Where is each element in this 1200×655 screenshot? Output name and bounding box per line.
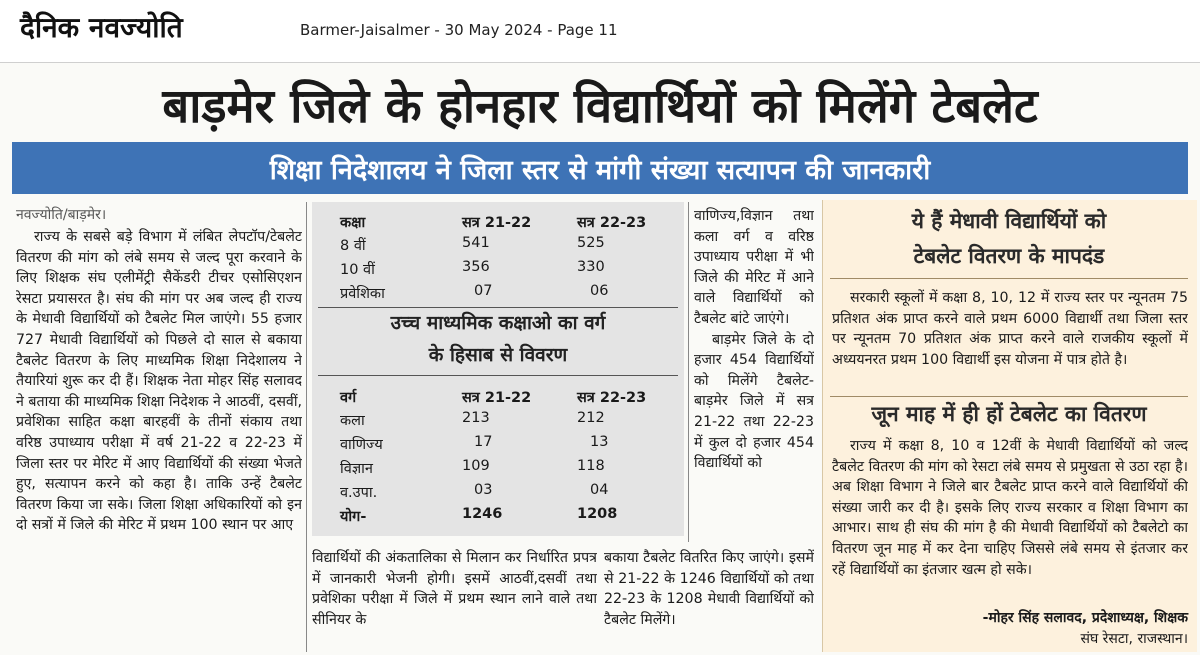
table-cell: वाणिज्य: [340, 437, 383, 453]
signature-line1: -मोहर सिंह सलावद, प्रदेशाध्यक्ष, शिक्षक: [982, 610, 1188, 626]
table-cell: 03: [474, 482, 493, 498]
criteria-text-block: [832, 288, 1188, 394]
table-cell: 213: [462, 410, 490, 426]
article-paragraph: बकाया टैबलेट वितरित किए जाएंगे। इसमें से 21-22 के 1246 विद्यार्थियों को तथा 22-23 के 1208 मेधावी विद्यार्थियों को टैबलेट मिलेंगे।: [604, 550, 814, 628]
dateline: नवज्योति/बाड़मेर।: [16, 207, 107, 223]
sidebar-title-line2: टेबलेट वितरण के मापदंड: [913, 244, 1105, 268]
table-cell: 1246: [462, 506, 503, 522]
table-cell: कला: [340, 413, 365, 429]
table1-header-2122: सत्र 21-22: [462, 215, 532, 231]
article-subheadline: शिक्षा निदेशालय ने जिला स्तर से मांगी संख्या सत्यापन की जानकारी: [269, 155, 931, 186]
sidebar-title-2: जून माह में ही हों टेबलेट का वितरण: [871, 402, 1147, 426]
column-divider: [688, 202, 689, 542]
table-cell: 8 वीं: [340, 238, 366, 254]
table-cell: 212: [577, 410, 605, 426]
table-row: [312, 482, 684, 502]
signature-line2: संघ रेसटा, राजस्थान।: [1080, 631, 1188, 647]
edition-info: Barmer-Jaisalmer - 30 May 2024 - Page 11: [300, 21, 618, 39]
table2-total-row: [312, 506, 684, 526]
article-paragraph: राज्य के सबसे बड़े विभाग में लंबित लेपटॉप/टेबलेट वितरण की मांग को लंबे समय से जल्द पूरा करवाने के लिए शिक्षक संघ एलीमेंट्री सैकेंडरी टीचर एसोसिएशन रेसटा प्रयासरत है। संघ की मांग पर अब जल्द ही राज्य के मेधावी विद्यार्थियों को टैबलेट मिल जाएंगे। 55 हजार 727 मेधावी विद्यार्थियों को पिछले दो साल से बकाया टैबलेट वितरण के लिए माध्यमिक शिक्षा निदेशालय ने तैयारियां शुरू कर दी हैं। शिक्षक नेता मोहर सिंह सलावद ने बताया की माध्यमिक शिक्षा निदेशक ने आठवीं, दसवीं, प्रवेशिका साहित कक्षा बारहवीं के तीनों संकाय तथा वरिष्ठ उपाध्याय परीक्षा में वर्ष 21-22 व 22-23 में जिला स्तर पर मेरिट में आए विद्यार्थियों की संख्या भेजते हुए, सत्यापन करने को कहा है। ताकि उन्हें टैबलेट वितरण किया जा सके। जिला शिक्षा अधिकारियों को इन दो सत्रों में जिले की मेरिट में प्रथम 100 स्थान पर आए: [16, 229, 302, 534]
caption-rule: [318, 375, 678, 376]
table-row: [312, 283, 684, 303]
table-cell: व.उपा.: [340, 485, 378, 501]
table2-header-row: [312, 387, 684, 407]
table2-header-2223: सत्र 22-23: [577, 390, 647, 406]
table2-caption-line1: उच्च माध्यमिक कक्षाओ का वर्ग: [390, 312, 606, 334]
table-row: [312, 410, 684, 430]
quote-text-block: [832, 436, 1188, 604]
statistics-box: [312, 202, 684, 536]
table2-header-group: वर्ग: [340, 390, 357, 406]
table-cell: 118: [577, 458, 605, 474]
table-row: [312, 434, 684, 454]
newspaper-logo[interactable]: दैनिक नवज्योति: [20, 11, 183, 44]
article-column-2-bottom: [312, 548, 597, 652]
article-headline: बाड़मेर जिले के होनहार विद्यार्थियों को मिलेंगे टेबलेट: [162, 79, 1038, 134]
table-cell: विज्ञान: [340, 461, 373, 477]
table1-header-2223: सत्र 22-23: [577, 215, 647, 231]
caption-rule: [318, 307, 678, 308]
table-cell: 07: [474, 283, 493, 299]
article-column-1: [16, 227, 302, 651]
article-column-3-bottom: [604, 548, 814, 652]
table-row: [312, 235, 684, 255]
table1-header-row: [312, 212, 684, 232]
table-cell: 330: [577, 259, 605, 275]
column-divider: [306, 202, 307, 652]
table-cell: 109: [462, 458, 490, 474]
quote-paragraph: राज्य में कक्षा 8, 10 व 12वीं के मेधावी विद्यार्थियों को जल्द टैबलेट वितरण की मांग को रेसटा लंबे समय से प्रमुखता से उठा रहा है। अब शिक्षा विभाग ने जिले बार टैबलेट प्राप्त करने वाले विद्यार्थियों की संख्या जारी कर दी है। इसके लिए राज्य सरकार व शिक्षा विभाग का आभार। साथ ही संघ की मांग है की मेधावी विद्यार्थियों को टैबलेटो का वितरण जून माह में कर देना चाहिए जिससे लंबे समय से इंतजार कर रहें विद्यार्थियों का इंतजार खत्म हो सके।: [832, 438, 1188, 578]
table-cell: 06: [590, 283, 609, 299]
article-paragraph: विद्यार्थियों की अंकतालिका से मिलान कर निर्धारित प्रपत्र में जानकारी भेजनी होगी। इसमें आठवीं,दसवीं तथा प्रवेशिका परीक्षा में जिले में प्रथम स्थान लाने वाले तथा सीनियर के: [312, 550, 597, 628]
table-cell: 17: [474, 434, 493, 450]
sidebar-rule: [830, 396, 1188, 397]
table-cell: 356: [462, 259, 490, 275]
sidebar-title-line1: ये हैं मेधावी विद्यार्थियों को: [911, 209, 1107, 233]
table-cell: योग-: [340, 509, 367, 525]
table-cell: 1208: [577, 506, 618, 522]
table2-caption-line2: के हिसाब से विवरण: [428, 344, 568, 366]
criteria-paragraph: सरकारी स्कूलों में कक्षा 8, 10, 12 में राज्य स्तर पर न्यूनतम 75 प्रतिशत अंक प्राप्त करने वाले प्रथम 6000 विद्यार्थी तथा जिला स्तर पर न्यूनतम 70 प्रतिशत अंक प्राप्त करने वाले राजकीय स्कूलों में अध्ययनरत प्रथम 100 विद्यार्थी इस योजना में पात्र होते है।: [832, 290, 1188, 368]
article-paragraph: वाणिज्य,विज्ञान तथा कला वर्ग व वरिष्ठ उपाध्याय परीक्षा में भी जिले की मेरिट में आने वाले विद्यार्थियों को टैबलेट बांटे जाएंगे।: [694, 208, 814, 327]
table-row: [312, 458, 684, 478]
table-cell: प्रवेशिका: [340, 286, 385, 302]
table-cell: 525: [577, 235, 605, 251]
table-cell: 04: [590, 482, 609, 498]
table1-header-class: कक्षा: [340, 215, 366, 231]
table-row: [312, 259, 684, 279]
table-cell: 10 वीं: [340, 262, 375, 278]
article-paragraph: बाड़मेर जिले के दो हजार 454 विद्यार्थियों को मिलेंगे टैबलेट-बाड़मेर जिले में सत्र 21-22 तथा 22-23 में कुल दो हजार 454 विद्यार्थियों को: [694, 331, 814, 472]
sidebar-rule: [830, 278, 1188, 279]
table-cell: 541: [462, 235, 490, 251]
table2-header-2122: सत्र 21-22: [462, 390, 532, 406]
article-column-3: [694, 206, 814, 543]
table-cell: 13: [590, 434, 609, 450]
